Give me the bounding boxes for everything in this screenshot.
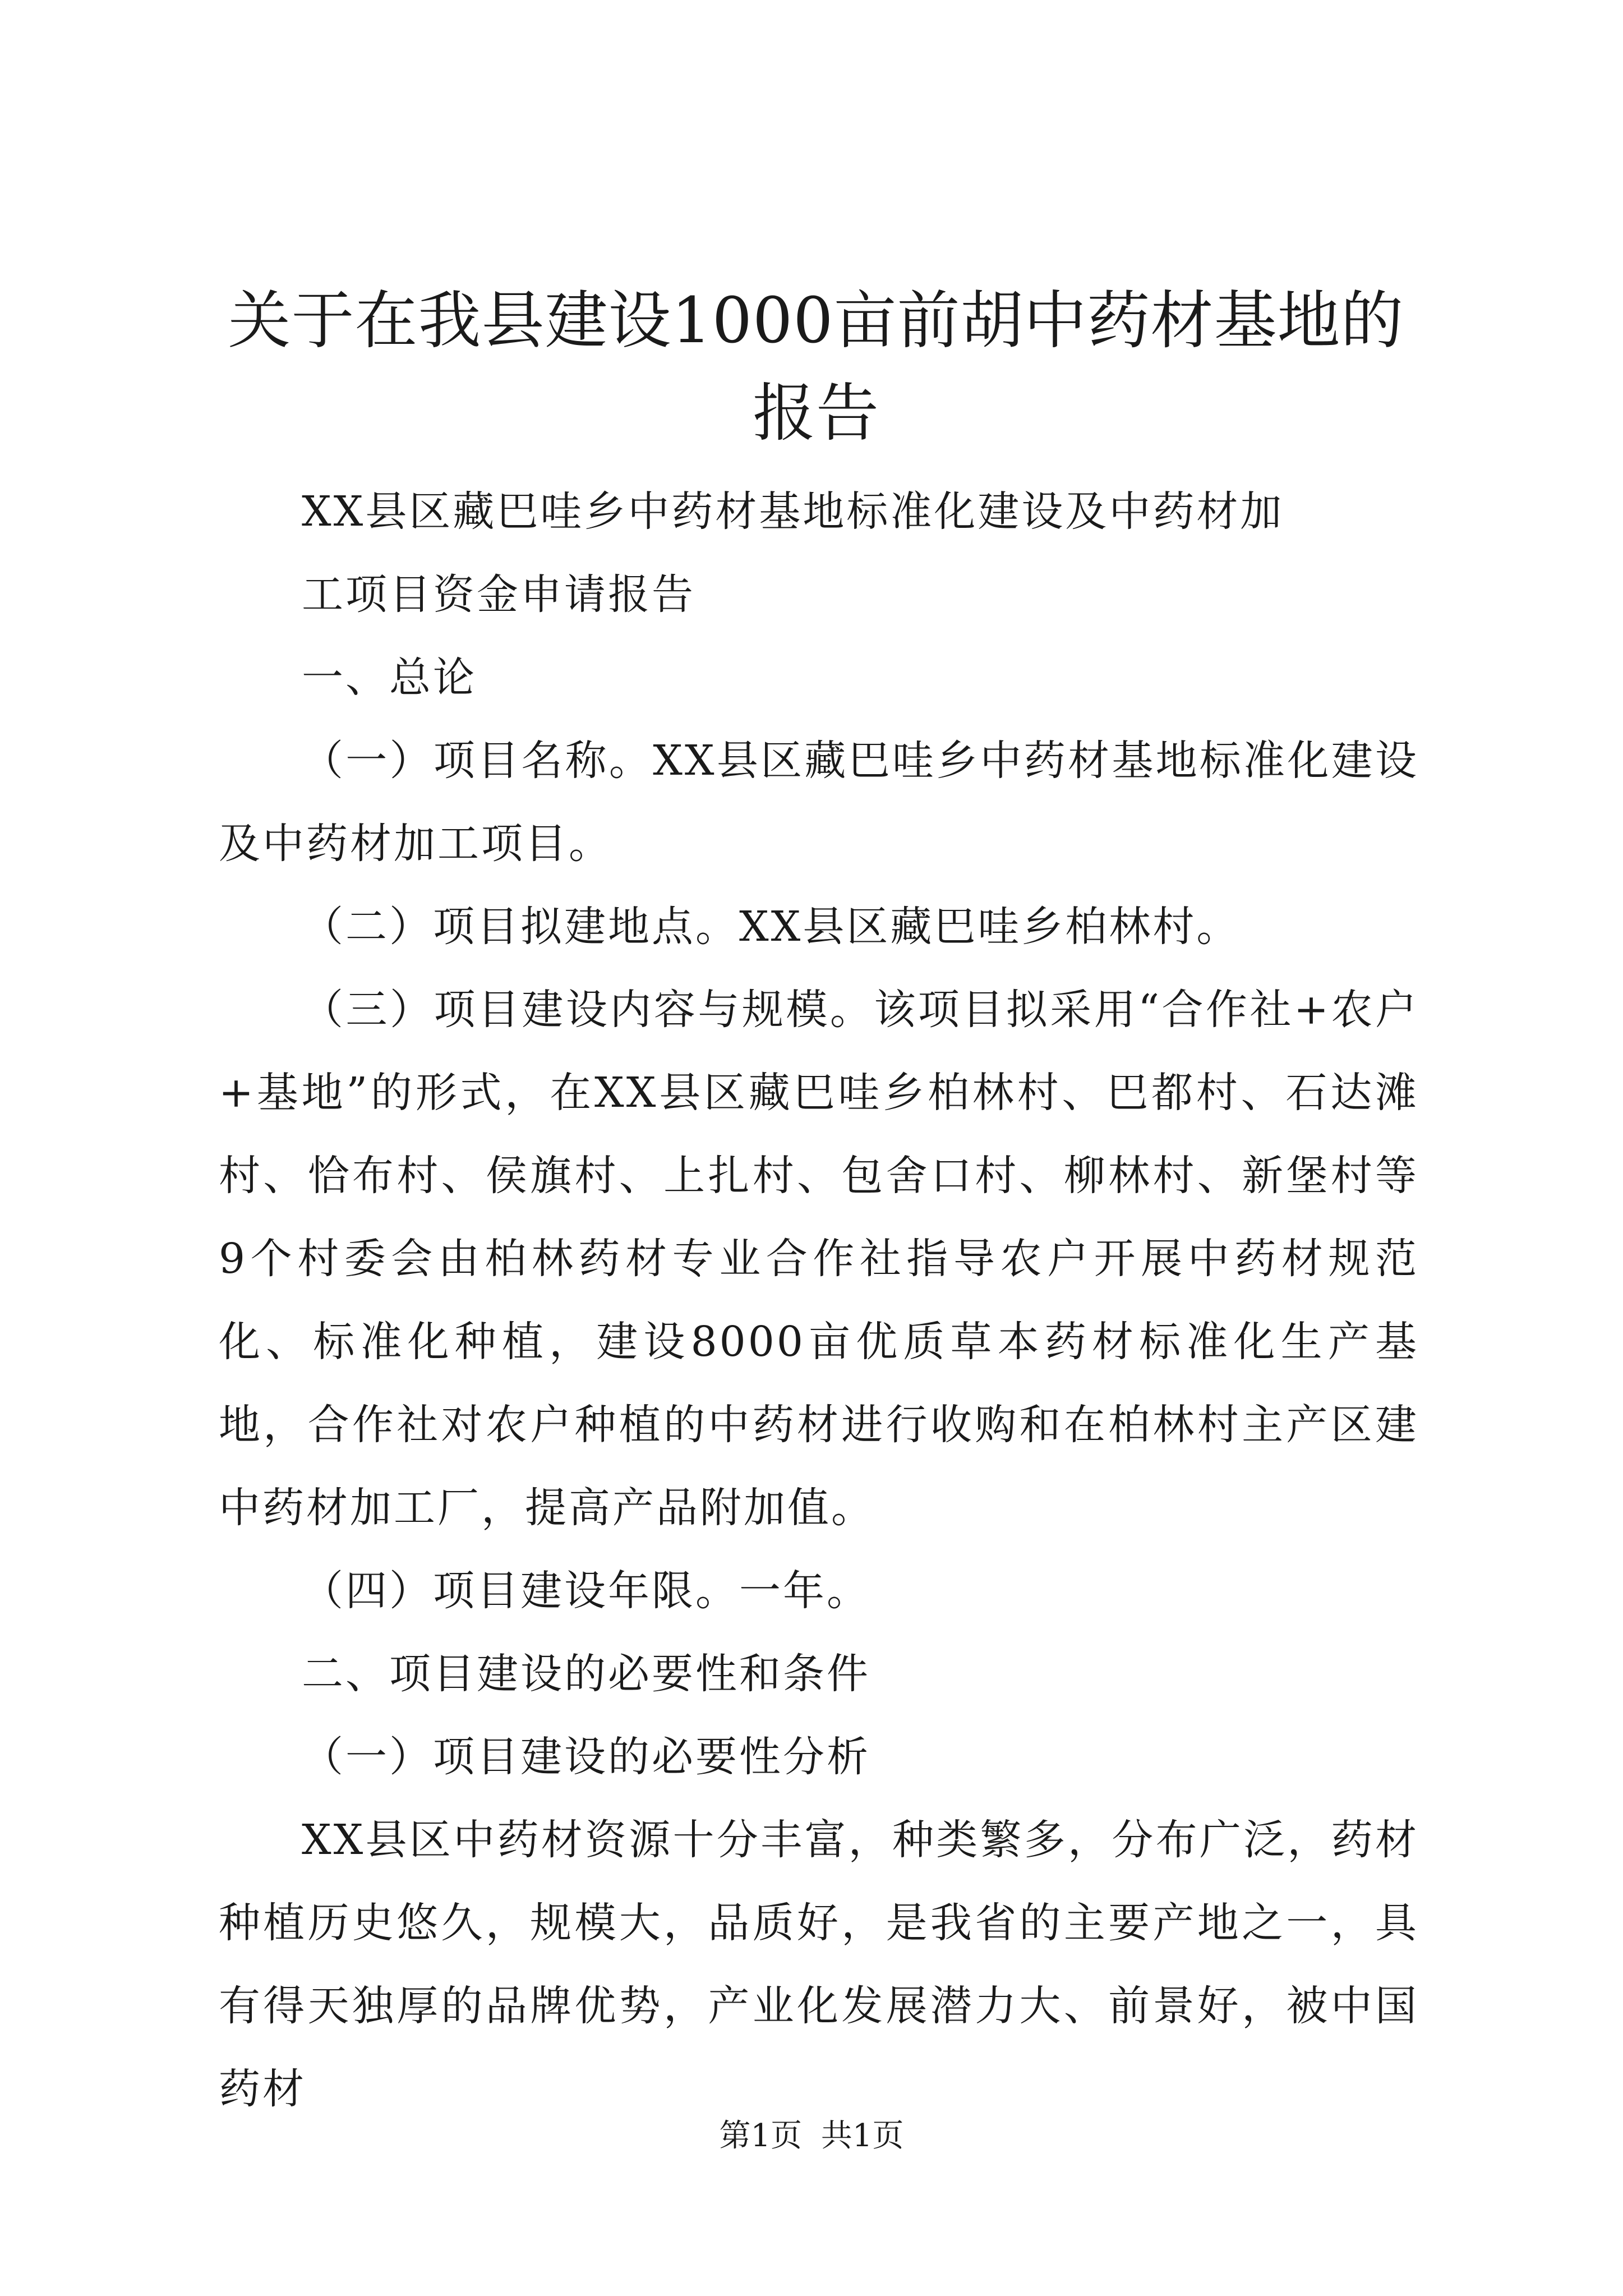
document-body bbox=[219, 470, 1419, 2131]
page-footer bbox=[0, 2114, 1623, 2159]
paragraph-project-location: （二）项目拟建地点。XX县区藏巴哇乡柏林村。 bbox=[302, 903, 1241, 951]
paragraph-project-name: （一）项目名称。XX县区藏巴哇乡中药材基地标准化建设及中药材加工项目。 bbox=[219, 737, 1419, 868]
page-total: 共1页 bbox=[820, 2118, 904, 2154]
paragraph-resources: XX县区中药材资源十分丰富，种类繁多，分布广泛，药材种植历史悠久，规模大，品质好，是我省的主要产地之一，具有得天独厚的品牌优势，产业化发展潜力大、前景好，被中国药材 bbox=[219, 1816, 1419, 2113]
document-title: 关于在我县建设1000亩前胡中药材基地的报告 bbox=[228, 284, 1404, 450]
paragraph-project-scope: （三）项目建设内容与规模。该项目拟采用“合作社+农户+基地”的形式，在XX县区藏巴哇乡柏林村、巴都村、石达滩村、恰布村、侯旗村、上扎村、包舍口村、柳林村、新堡村等9个村委会由柏林药材专业合作社指导农户开展中药材规范化、标准化种植，建设8000亩优质草本药材标准化生产基地，合作社对农户种植的中药材进行收购和在柏林村主产区建中药材加工厂，提高产品附加值。 bbox=[219, 986, 1419, 1532]
paragraph-subtitle-line-1: XX县区藏巴哇乡中药材基地标准化建设及中药材加 bbox=[302, 487, 1284, 536]
page-number: 第1页 bbox=[719, 2118, 803, 2154]
subsection-heading-necessity-analysis: （一）项目建设的必要性分析 bbox=[302, 1733, 870, 1781]
section-heading-necessity: 二、项目建设的必要性和条件 bbox=[302, 1650, 870, 1698]
paragraph-subtitle-line-2: 工项目资金申请报告 bbox=[302, 570, 695, 619]
paragraph-project-duration: （四）项目建设年限。一年。 bbox=[302, 1567, 870, 1615]
section-heading-overview: 一、总论 bbox=[302, 654, 477, 702]
